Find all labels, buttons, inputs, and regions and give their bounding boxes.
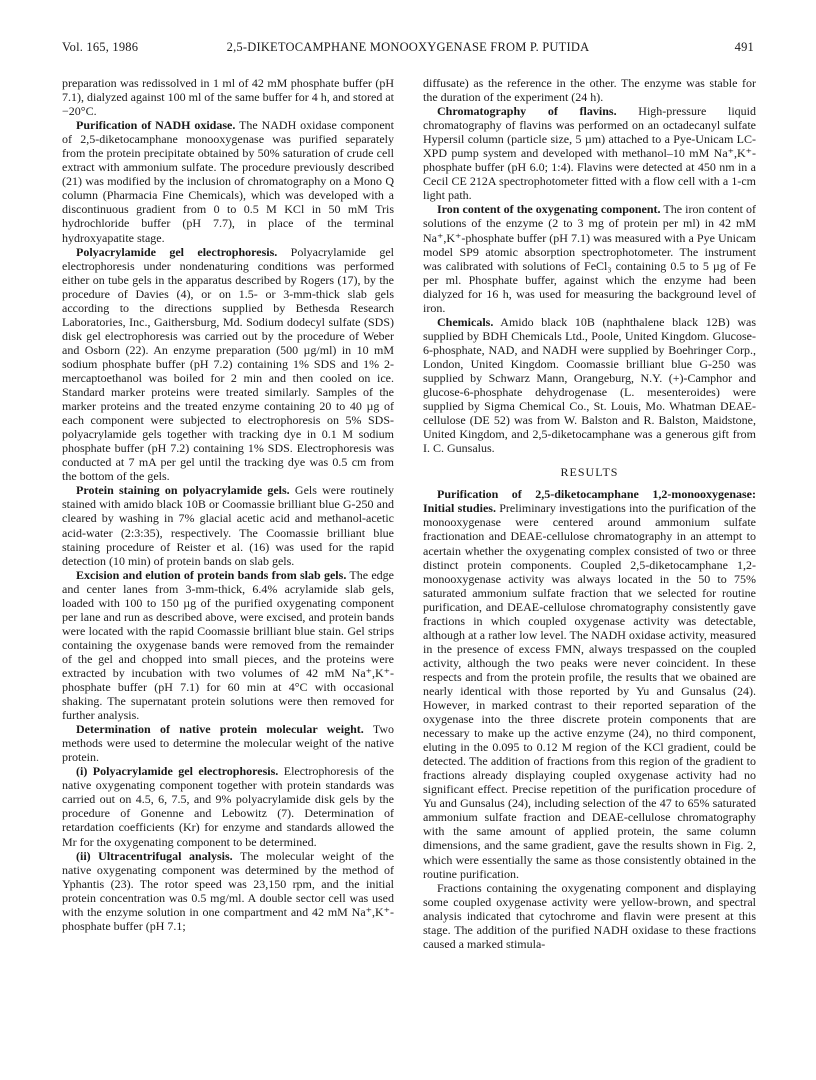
paragraph-heading: Excision and elution of protein bands from slab gels. <box>76 567 347 582</box>
paragraph-text: Gels were routinely stained with amido black 10B or Coomassie brilliant blue G-250 and cleared by washing in 7% glacial acetic acid and methanol-acetic acid-water (2:3:35), respectively. The Coomassie brilliant blue staining procedure of Reister et al. (16) was used for the rapid detection (10 min) of protein bands on slab gels. <box>62 483 394 568</box>
paragraph <box>62 764 394 848</box>
paragraph <box>62 118 394 244</box>
paragraph-text: The iron content of solutions of the enzyme (2 to 3 mg of protein per ml) in 42 mM Na⁺,K⁺-phosphate buffer (pH 7.1) was measured with a Pye Unicam model SP9 atomic absorption spectrophotometer. The instrument was calibrated with solutions of FeCl₃ containing 0.5 to 5 µg of Fe per ml. Phosphate buffer, against which the enzyme had been dialyzed for 16 h, was used for measuring the background level of iron. <box>423 202 757 315</box>
paragraph-heading: Determination of native protein molecular weight. <box>76 722 364 737</box>
paragraph-heading: Chromatography of flavins. <box>437 104 617 119</box>
paragraph-text: The molecular weight of the native oxygenating component was determined by the method of Yphantis (23). The rotor speed was 23,150 rpm, and the initial protein concentration was 0.5 mg/ml. A double sector cell was used with the enzyme solution in one compartment and 42 mM Na⁺,K⁺-phosphate buffer (pH 7.1; <box>62 848 394 933</box>
page-number: 491 <box>734 40 754 54</box>
paragraph-heading: Iron content of the oxygenating component. <box>437 202 661 217</box>
paragraph-text: The NADH oxidase component of 2,5-diketocamphane monooxygenase was purified separately from the protein precipitate obtained by 50% saturation of crude cell extract with ammonium sulfate. The procedure previously described (21) was modified by the inclusion of chromatography on a Mono Q column (Pharmacia Fine Chemicals), which was developed with a discontinuous gradient from 0 to 0.5 M KCl in 50 mM Tris hydrochloride buffer (pH 7.7), in place of the terminal hydroxyapatite stage. <box>62 118 394 245</box>
paragraph-text: Two methods were used to determine the molecular weight of the native protein. <box>62 722 394 765</box>
paragraph-heading: Chemicals. <box>437 314 494 329</box>
paragraph <box>423 76 756 104</box>
paragraph <box>62 849 394 933</box>
running-title: 2,5-DIKETOCAMPHANE MONOOXYGENASE FROM P. PUTIDA <box>226 40 590 54</box>
paragraph-text: Fractions containing the oxygenating component and displaying some coupled oxygenase activity were yellow-brown, and spectral analysis indicated that cytochrome and flavin were present at this stage. The addition of the purified NADH oxidase to these fractions caused a marked stimula- <box>423 880 756 951</box>
section-title: RESULTS <box>560 465 619 480</box>
left-column <box>62 76 394 933</box>
paragraph-text: Polyacrylamide gel electrophoresis under nondenaturing conditions was performed either on tube gels in the apparatus described by Rogers (17), by the procedure of Davies (4), or on 1.5- or 3-mm-thick slab gels according to the directions supplied by Bethesda Research Laboratories, Inc., Gaithersburg, Md. Sodium dodecyl sulfate (SDS) disk gel electrophoresis was carried out by the procedure of Weber and Osborn (22). An enzyme preparation (500 µg/ml) in 10 mM sodium phosphate buffer (pH 7.2) containing 1% SDS and 1% 2-mercaptoethanol was boiled for 2 min and then cooled on ice. Standard marker proteins were treated similarly. Samples of the marker proteins and the treated enzyme containing 20 to 40 µg of each component were subjected to electrophoresis on 5% SDS-polyacrylamide gels together with tracking dye in 0.1 M sodium phosphate buffer (pH 7.2) containing 1% SDS. Electrophoresis was conducted at 7 mA per gel until the tracking dye was 0.5 cm from the bottom of the gels. <box>62 244 394 484</box>
paragraph-text: Preliminary investigations into the purification of the monooxygenase were centered around ammonium sulfate fractionation and DEAE-cellulose chromatography in an attempt to acertain whether the oxygenating complex consisted of two or three distinct protein components. Coupled 2,5-diketocamphane 1,2-monooxygenase activity was always located in the 50 to 75% saturated ammonium sulfate fraction that we selected for routine purification, and DEAE-cellulose chromatography consistently gave fractions in which coupled oxygenase activity was detectable, although at a rather low level. The NADH oxidase activity, measured in the presence of excess FMN, always trespassed on the coupled activity, although the two peaks were never coincident. In these respects and from the protein profile, the results that we obained are nearly identical with those reported by Yu and Gunsalus (24). However, in marked contrast to their reported separation of the oxygenase into the three discrete protein components that are necessary to make up the active enzyme (24), no third component, eluting in the 0.095 to 0.12 M region of the KCl gradient, could be detected. The addition of fractions from this region of the gradient to fractions already displaying coupled oxygenase activity had no significant effect. Precise repetition of the purification procedure of Yu and Gunsalus (24), including selection of the 47 to 65% saturated ammonium sulfate fraction and DEAE-cellulose chromatography with the same amount of applied protein, the same column dimensions, and the same gradient, gave the results shown in Fig. 2, which were essentially the same as those consistently obtained in the routine purification. <box>423 501 757 881</box>
paragraph <box>423 315 756 455</box>
running-header <box>62 40 754 60</box>
paragraph <box>62 76 394 118</box>
paragraph-heading: (i) Polyacrylamide gel electrophoresis. <box>76 764 279 779</box>
paragraph-text: Electrophoresis of the native oxygenating component together with protein standards was carried out on 4.5, 6, 7.5, and 9% polyacrylamide disk gels by the procedure of Gonenne and Lebowitz (7). Determination of retardation coefficients (Kr) for enzyme and standards allowed the Mr for the oxygenating component to be determined. <box>62 764 394 849</box>
paragraph-heading: (ii) Ultracentrifugal analysis. <box>76 848 233 863</box>
paragraph-heading: Polyacrylamide gel electrophoresis. <box>76 244 278 259</box>
paragraph <box>62 568 394 723</box>
paragraph <box>62 245 394 484</box>
paragraph-text: The edge and center lanes from 3-mm-thick, 6.4% acrylamide slab gels, loaded with 100 to 150 µg of the purified oxygenating component per lane and run as described above, were excised, and protein bands were located with the rapid Coomassie brilliant blue stain. Gel strips containing the oxygenase bands were removed from the remainder of the gel and chopped into small pieces, and the proteins were extracted by incubation with two volumes of 42 mM Na⁺,K⁺-phosphate buffer (pH 7.1) for 60 min at 4°C with occasional shaking. The supernatant protein solutions were then removed for further analysis. <box>62 567 394 723</box>
paragraph <box>62 483 394 567</box>
paragraph <box>62 722 394 764</box>
paragraph-text: High-pressure liquid chromatography of flavins was performed on an octadecanyl sulfate Hypersil column (particle size, 5 µm) attached to a Pye-Unicam LC-XPD pump system and developed with methanol–10 mM Na⁺,K⁺-phosphate buffer (pH 6.0; 1:4). Flavins were detected at 450 nm in a Cecil CE 212A spectrophotometer fitted with a flow cell with a 1-cm light path. <box>423 104 757 203</box>
paragraph <box>423 881 756 951</box>
right-column <box>423 76 756 951</box>
paragraph <box>423 487 756 880</box>
paragraph <box>423 104 756 202</box>
paragraph-heading: Purification of NADH oxidase. <box>76 118 236 133</box>
paragraph-text: preparation was redissolved in 1 ml of 42 mM phosphate buffer (pH 7.1), dialyzed against 100 ml of the same buffer for 4 h, and stored at −20°C. <box>62 76 395 119</box>
volume-label: Vol. 165, 1986 <box>62 40 139 54</box>
paragraph-heading: Purification of 2,5-diketocamphane 1,2-monooxygenase: Initial studies. <box>423 487 756 516</box>
paragraph-heading: Protein staining on polyacrylamide gels. <box>76 483 290 498</box>
paragraph-text: Amido black 10B (naphthalene black 12B) was supplied by BDH Chemicals Ltd., Poole, United Kingdom. Glucose-6-phosphate, NAD, and NADH were supplied by Boehringer Corp., London, United Kingdom. Coomassie brilliant blue G-250 was supplied by Schwarz Mann, Orangeburg, N.Y. (+)-Camphor and glucose-6-phosphate dehydrogenase (L. mesenteroides) were supplied by Sigma Chemical Co., St. Louis, Mo. Whatman DEAE-cellulose (DE 52) was from W. Balston and R. Balston, Maidstone, United Kingdom, and 2,5-diketocamphane was a generous gift from I. C. Gunsalus. <box>423 314 756 456</box>
paragraph-text: diffusate) as the reference in the other. The enzyme was stable for the duration of the experiment (24 h). <box>423 76 756 105</box>
paragraph <box>423 202 756 314</box>
